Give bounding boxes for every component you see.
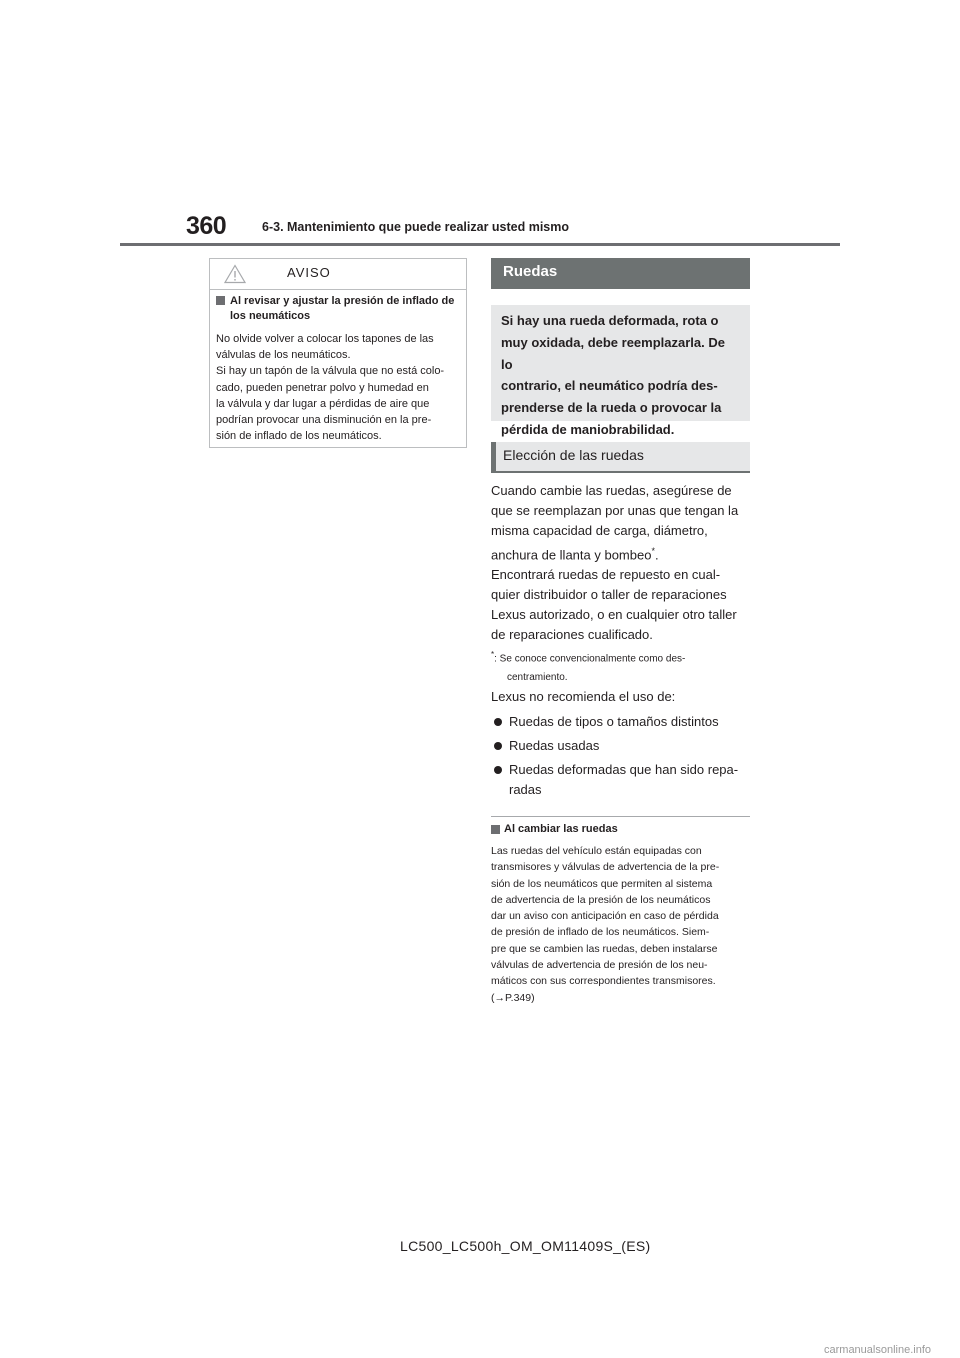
warning-subtitle-text: Al revisar y ajustar la presión de inflado de los neumáticos: [230, 295, 455, 322]
eleccion-paragraph-2: Encontrará ruedas de repuesto en cual- quier distribuidor o taller de reparaciones Lexus autorizado, o en cualquier otro taller de reparaciones cualificado.: [491, 567, 737, 643]
bullet-dot-icon: [494, 718, 502, 726]
note-title: [491, 823, 618, 835]
square-bullet-icon: [491, 825, 500, 834]
list-item-text: Ruedas usadas: [509, 738, 600, 753]
warning-subtitle: [216, 294, 462, 324]
note-title-text: Al cambiar las ruedas: [504, 823, 618, 835]
bullet-dot-icon: [494, 766, 502, 774]
eleccion-paragraph-1-end: .: [654, 547, 659, 563]
footnote-line-2: centramiento.: [507, 672, 568, 684]
section-title: 6-3. Mantenimiento que puede realizar usted mismo: [262, 220, 570, 234]
watermark: carmanualsonline.info: [824, 1344, 932, 1356]
section-heading-ruedas: Ruedas: [491, 258, 750, 289]
footnote: [491, 645, 753, 687]
warning-triangle-icon: [224, 264, 246, 284]
square-bullet-icon: [216, 296, 225, 305]
note-text: Las ruedas del vehículo están equipadas con transmisores y válvulas de advertencia de la pre- sión de los neumáticos que permiten al sistema de advertencia de la presión de los neumáticos dar un aviso con anticipación en caso de pérdida de presión de inflado de los neumáticos. Siem- pre que se cambien las ruedas, deben instalarse válvulas de advertencia de presión de los neu- máticos con sus correspondientes transmisores. (→P.349): [491, 845, 720, 1004]
note-divider: [491, 816, 750, 817]
ruedas-intro: Si hay una rueda deformada, rota o muy oxidada, debe reemplazarla. De lo contrario, el neumático podría des- prenderse de la rueda o provocar la pérdida de maniobrabilidad.: [491, 305, 750, 421]
list-item: [491, 736, 753, 756]
list-item: [491, 760, 753, 800]
list-item-text: Ruedas deformadas que han sido repa- radas: [509, 762, 739, 797]
eleccion-body: [491, 481, 753, 645]
footnote-mark: *: [651, 546, 655, 556]
warning-box: [209, 258, 467, 448]
eleccion-paragraph-1: [491, 481, 753, 565]
page-number: 360: [186, 212, 227, 240]
lexus-intro: Lexus no recomienda el uso de:: [491, 689, 676, 704]
document-id: LC500_LC500h_OM_OM11409S_(ES): [400, 1238, 651, 1254]
list-item-text: Ruedas de tipos o tamaños distintos: [509, 714, 719, 729]
footnote-line-1: [491, 645, 753, 668]
footnote-asterisk: *: [491, 650, 495, 659]
warning-label: AVISO: [287, 265, 331, 280]
subsection-heading-eleccion: Elección de las ruedas: [491, 442, 750, 473]
eleccion-paragraph-1-text: Cuando cambie las ruedas, asegúrese de que se reemplazan por unas que tengan la misma capacidad de carga, diámetro, anchura de llanta y bombeo: [491, 483, 739, 563]
footnote-text-1: : Se conoce convencionalmente como des-: [494, 653, 686, 665]
bullet-dot-icon: [494, 742, 502, 750]
warning-text: No olvide volver a colocar los tapones de las válvulas de los neumáticos. Si hay un tapón de la válvula que no está colo- cado, pueden penetrar polvo y humedad en la válvula y dar lugar a pérdidas de aire que podrían provocar una disminución en la pre- sión de inflado de los neumáticos.: [216, 333, 445, 443]
list-item: [491, 712, 753, 732]
header-rule: [120, 243, 840, 246]
bullet-list: [491, 712, 753, 804]
warning-header: [210, 259, 466, 290]
